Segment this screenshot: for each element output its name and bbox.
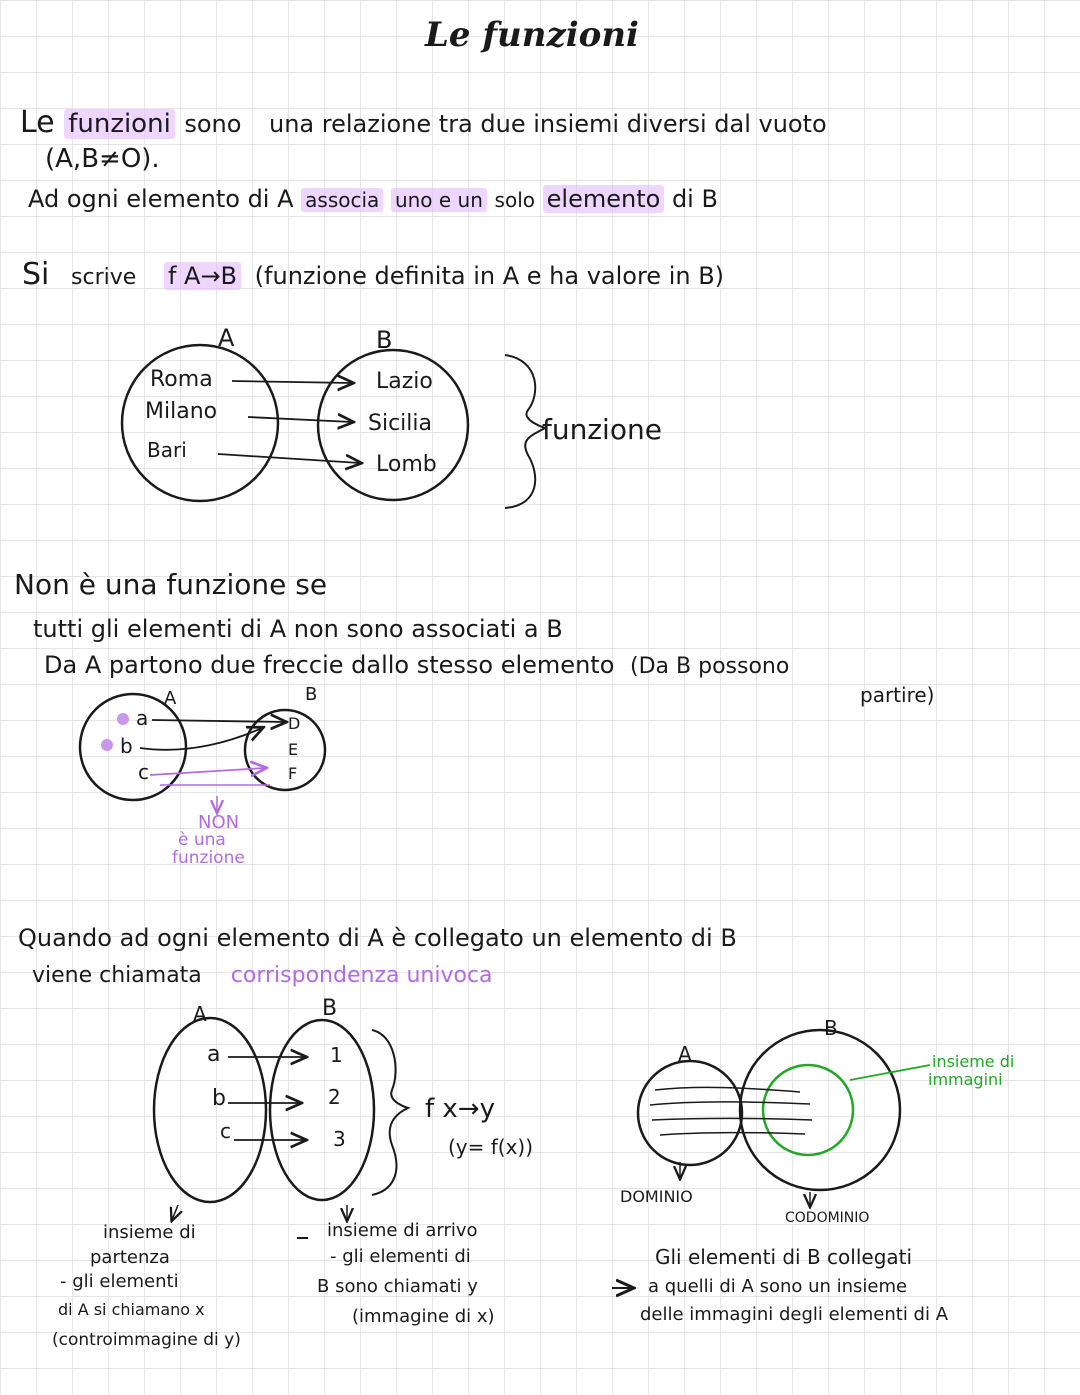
immagini-label-1: insieme di — [932, 1052, 1015, 1071]
partenza-line-5: (controimmagine di y) — [52, 1330, 241, 1350]
partenza-line-2: partenza — [90, 1247, 170, 1268]
intro-di-b: di B — [671, 185, 718, 213]
univoca-b-item-2: 2 — [328, 1085, 341, 1109]
univoca-corrispondenza: corrispondenza univoca — [230, 963, 493, 988]
non-funzione-note-1: NON — [198, 812, 240, 833]
arrow-roma-lazio — [232, 381, 352, 383]
intro-uno-e-un-highlight: uno e un — [391, 188, 487, 212]
page-title: Le funzioni — [425, 15, 639, 55]
intro-funzioni-highlight: funzioni — [64, 109, 175, 139]
brace-label-funzione: funzione — [542, 413, 662, 446]
small-b-item-d: D — [288, 714, 301, 733]
arrow-b-e — [140, 728, 262, 750]
intro-solo: solo — [494, 188, 535, 212]
mapping-lines — [650, 1087, 812, 1135]
non-funzione-note-3: funzione — [172, 848, 245, 868]
intro-associa-highlight: associa — [301, 188, 383, 212]
b-item-lazio: Lazio — [376, 369, 433, 394]
a-item-milano: Milano — [145, 399, 218, 424]
set-b-label: B — [376, 326, 393, 354]
not-function-line-2: tutti gli elementi di A non sono associati a B — [33, 615, 563, 643]
univoca-set-b-label: B — [322, 996, 338, 1021]
formula-y-f-x: (y= f(x)) — [448, 1135, 534, 1159]
univoca-a-item-c: c — [220, 1119, 231, 1143]
arrivo-line-3: B sono chiamati y — [317, 1276, 478, 1297]
arrow-a-d — [152, 720, 285, 722]
not-function-line-3-note: (Da B possono — [630, 654, 790, 679]
domain-text-line-2: a quelli di A sono un insieme — [648, 1276, 908, 1297]
univoca-set-b — [270, 1020, 374, 1200]
arrow-immagini — [850, 1065, 930, 1080]
domain-text-line-3: delle immagini degli elementi di A — [640, 1304, 949, 1325]
small-set-b-label: B — [305, 684, 318, 705]
brace-univoca — [372, 1030, 408, 1195]
univoca-b-item-3: 3 — [333, 1127, 346, 1151]
immagini-label-2: immagini — [928, 1070, 1003, 1089]
univoca-set-a-label: A — [193, 1002, 207, 1026]
intro-scrive: scrive — [71, 265, 137, 290]
arrivo-line-1: insieme di arrivo — [327, 1220, 478, 1241]
a-item-roma: Roma — [150, 367, 213, 392]
not-function-line-1: Non è una funzione se — [14, 568, 328, 601]
univoca-b-item-1: 1 — [330, 1043, 343, 1067]
intro-elemento-highlight: elemento — [543, 185, 665, 213]
not-function-line-3-main: Da A partono due freccie dallo stesso elemento — [44, 651, 615, 679]
arrow-b-f-purple — [150, 768, 265, 775]
small-set-a-label: A — [164, 688, 177, 709]
dominio-set-a-label: A — [678, 1042, 692, 1066]
domain-text-line-1: Gli elementi di B collegati — [655, 1245, 913, 1269]
arrow-down-partenza — [172, 1205, 178, 1220]
b-item-sicilia: Sicilia — [368, 411, 432, 436]
not-function-line-3-partire: partire) — [860, 683, 935, 707]
set-a-small-circle — [80, 694, 186, 800]
intro-le: Le — [20, 105, 55, 140]
non-funzione-note-2: è una — [178, 830, 226, 850]
arrow-milano-sicilia — [248, 417, 352, 422]
partenza-line-4: di A si chiamano x — [58, 1300, 205, 1319]
brace-funzione — [505, 355, 545, 508]
dominio-set-b-label: B — [824, 1016, 838, 1040]
small-b-item-f: F — [288, 764, 298, 783]
intro-sono: sono — [184, 110, 242, 138]
univoca-viene-chiamata: viene chiamata — [32, 963, 202, 988]
not-function-line-3 — [44, 653, 789, 678]
intro-definizione: (funzione definita in A e ha valore in B) — [254, 262, 725, 290]
intro-si: Si — [22, 257, 50, 292]
intro-f-a-b-highlight: f A→B — [164, 262, 241, 290]
univoca-line-2 — [32, 965, 493, 987]
intro-ad-ogni: Ad ogni elemento di A — [28, 185, 294, 213]
codominio-label: CODOMINIO — [785, 1210, 870, 1226]
immagini-circle — [763, 1065, 853, 1155]
dominio-label: DOMINIO — [620, 1187, 693, 1206]
small-b-item-e: E — [288, 740, 299, 759]
partenza-line-3: - gli elementi — [60, 1271, 179, 1292]
small-a-item-b: b — [120, 734, 133, 758]
formula-f-x-y: f x→y — [425, 1094, 495, 1124]
arrivo-line-2: - gli elementi di — [330, 1246, 471, 1267]
a-item-bari: Bari — [147, 438, 187, 462]
intro-relazione: una relazione tra due insiemi diversi dal vuoto — [268, 110, 827, 138]
univoca-a-item-a: a — [207, 1042, 221, 1067]
intro-line-2: (A,B≠O). — [45, 144, 160, 174]
set-a-label: A — [218, 324, 235, 352]
small-a-item-a: a — [136, 706, 149, 730]
arrow-bari-lomb — [218, 454, 360, 463]
univoca-a-item-b: b — [212, 1086, 226, 1111]
b-item-lomb: Lomb — [376, 452, 437, 477]
small-a-item-c: c — [138, 760, 149, 784]
arrivo-line-4: (immagine di x) — [352, 1306, 495, 1327]
dominio-circle — [638, 1061, 742, 1165]
partenza-line-1: insieme di — [103, 1222, 196, 1243]
univoca-line-1: Quando ad ogni elemento di A è collegato un elemento di B — [18, 924, 737, 952]
purple-dot-a — [117, 713, 129, 725]
purple-dot-b — [101, 739, 113, 751]
